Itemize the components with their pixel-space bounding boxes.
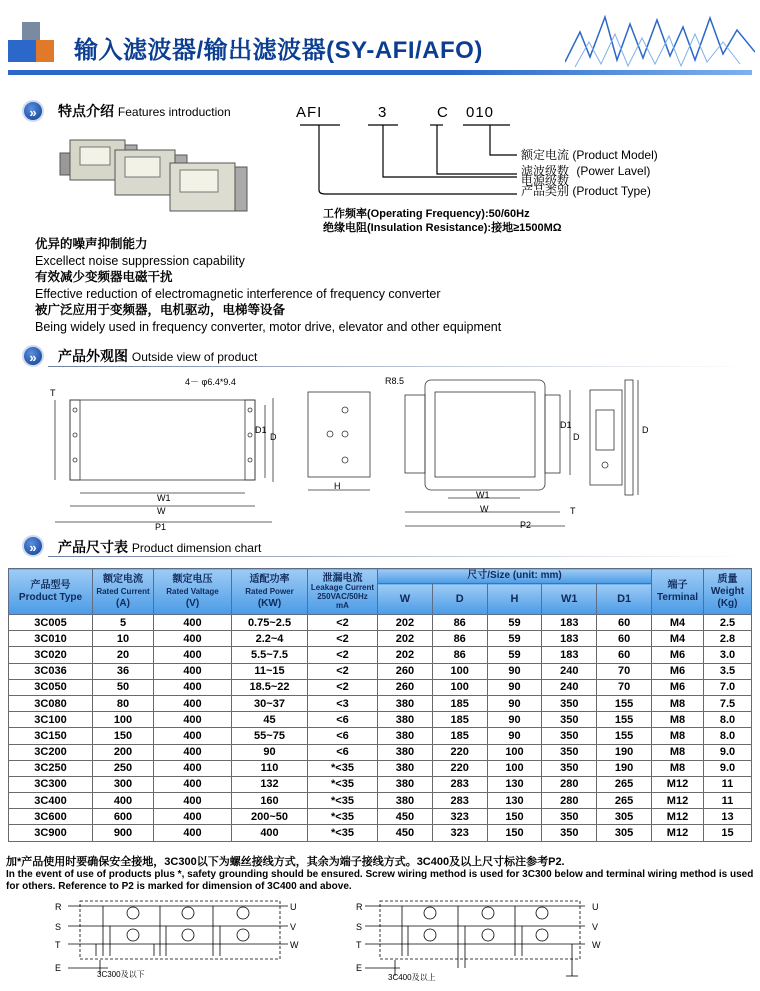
table-cell: 3C080: [9, 695, 93, 711]
table-cell: 100: [93, 712, 154, 728]
table-cell: 90: [487, 695, 542, 711]
table-cell: 3C150: [9, 728, 93, 744]
table-cell: 400: [154, 825, 232, 841]
decorative-waveform: [565, 12, 755, 72]
table-cell: 59: [487, 615, 542, 631]
table-cell: *<35: [308, 776, 378, 792]
table-cell: 150: [487, 809, 542, 825]
product-photo: [55, 125, 255, 225]
table-cell: M12: [652, 825, 704, 841]
table-row: [9, 679, 752, 695]
table-cell: 380: [378, 793, 433, 809]
table-cell: M12: [652, 793, 704, 809]
model-code-level: 3: [378, 104, 388, 121]
wire-label-s: S: [55, 922, 62, 932]
table-cell: 380: [378, 744, 433, 760]
wiring-caption-right: 3C400及以上: [388, 973, 436, 982]
table-cell: 323: [432, 809, 487, 825]
wire-label-u: U: [290, 902, 297, 912]
table-cell: 400: [154, 776, 232, 792]
table-cell: 400: [154, 760, 232, 776]
table-cell: 70: [597, 679, 652, 695]
table-cell: 185: [432, 695, 487, 711]
table-cell: 400: [154, 744, 232, 760]
table-cell: 59: [487, 631, 542, 647]
table-cell: 305: [597, 825, 652, 841]
section-arrow-icon: »: [22, 100, 44, 122]
table-cell: 280: [542, 793, 597, 809]
table-cell: 260: [378, 663, 433, 679]
col-power: 适配功率 Rated Power (KW): [232, 569, 308, 615]
brand-logo: [8, 22, 58, 66]
table-cell: 400: [154, 647, 232, 663]
dim-label-w1: W1: [157, 493, 171, 503]
table-cell: 240: [542, 663, 597, 679]
table-cell: 450: [378, 809, 433, 825]
wire-label-r: R: [55, 902, 62, 912]
table-cell: 183: [542, 647, 597, 663]
table-cell: 8.0: [704, 728, 752, 744]
table-cell: 185: [432, 728, 487, 744]
table-cell: 900: [93, 825, 154, 841]
table-cell: 202: [378, 631, 433, 647]
table-cell: 45: [232, 712, 308, 728]
table-row: [9, 663, 752, 679]
table-cell: 9.0: [704, 744, 752, 760]
table-cell: <2: [308, 631, 378, 647]
table-cell: M8: [652, 760, 704, 776]
table-cell: 380: [378, 728, 433, 744]
table-cell: *<35: [308, 760, 378, 776]
table-cell: M4: [652, 631, 704, 647]
table-cell: 600: [93, 809, 154, 825]
table-cell: 190: [597, 744, 652, 760]
table-cell: 265: [597, 776, 652, 792]
table-cell: M12: [652, 809, 704, 825]
table-cell: 7.0: [704, 679, 752, 695]
table-cell: 380: [378, 760, 433, 776]
table-cell: 155: [597, 695, 652, 711]
table-cell: 283: [432, 776, 487, 792]
table-cell: 3.5: [704, 663, 752, 679]
col-w: W: [378, 584, 433, 615]
table-cell: 130: [487, 793, 542, 809]
table-cell: 36: [93, 663, 154, 679]
table-cell: 11: [704, 793, 752, 809]
table-cell: 400: [154, 712, 232, 728]
table-cell: <2: [308, 615, 378, 631]
table-row: [9, 631, 752, 647]
col-voltage: 额定电压 Rated Valtage (V): [154, 569, 232, 615]
table-cell: 7.5: [704, 695, 752, 711]
col-weight: 质量 Weight (Kg): [704, 569, 752, 615]
table-cell: 18.5~22: [232, 679, 308, 695]
table-cell: 11~15: [232, 663, 308, 679]
table-cell: 3C300: [9, 776, 93, 792]
table-cell: 55~75: [232, 728, 308, 744]
table-cell: 280: [542, 776, 597, 792]
dim-label-w: W: [157, 506, 166, 516]
wire-label-v: V: [290, 922, 297, 932]
table-cell: 60: [597, 631, 652, 647]
dim-label-h: H: [334, 481, 341, 491]
wire-label-t2: T: [356, 940, 362, 950]
dim-label-p2: P2: [520, 520, 532, 530]
table-cell: 110: [232, 760, 308, 776]
table-cell: 60: [597, 615, 652, 631]
table-cell: 150: [487, 825, 542, 841]
table-cell: 90: [487, 679, 542, 695]
table-row: [9, 809, 752, 825]
table-cell: M8: [652, 728, 704, 744]
table-cell: 160: [232, 793, 308, 809]
dim-label-p1: P1: [155, 522, 167, 532]
table-row: [9, 647, 752, 663]
table-cell: 70: [597, 663, 652, 679]
table-cell: 350: [542, 728, 597, 744]
col-leakage: 泄漏电流 Leakage Current 250VAC/50Hz mA: [308, 569, 378, 615]
table-cell: 15: [704, 825, 752, 841]
table-cell: 155: [597, 712, 652, 728]
insulation-resistance: 绝缘电阻(Insulation Resistance):接地≥1500MΩ: [323, 222, 562, 234]
model-code-current: 010: [466, 104, 495, 121]
table-cell: 220: [432, 760, 487, 776]
table-cell: <2: [308, 679, 378, 695]
table-cell: 86: [432, 631, 487, 647]
section-divider: [48, 366, 748, 367]
table-cell: 260: [378, 679, 433, 695]
dim-label-d2: D: [642, 425, 649, 435]
table-row: [9, 793, 752, 809]
table-cell: <6: [308, 712, 378, 728]
table-cell: 400: [154, 663, 232, 679]
table-cell: 3C036: [9, 663, 93, 679]
table-cell: 8.0: [704, 712, 752, 728]
table-cell: *<35: [308, 793, 378, 809]
wire-label-e2: E: [356, 963, 363, 973]
table-cell: 50: [93, 679, 154, 695]
table-cell: 3.0: [704, 647, 752, 663]
wire-label-s2: S: [356, 922, 363, 932]
table-cell: 2.8: [704, 631, 752, 647]
table-cell: 350: [542, 744, 597, 760]
col-h: H: [487, 584, 542, 615]
table-cell: M4: [652, 615, 704, 631]
table-cell: 190: [597, 760, 652, 776]
table-row: [9, 776, 752, 792]
wire-label-t: T: [55, 940, 61, 950]
model-code-type: C: [437, 104, 449, 121]
section-arrow-icon: »: [22, 535, 44, 557]
table-cell: 3C100: [9, 712, 93, 728]
col-model: 产品型号 Product Type: [9, 569, 93, 615]
col-size: 尺寸/Size (unit: mm): [378, 569, 652, 584]
dim-label-d: D: [270, 432, 277, 442]
table-cell: 265: [597, 793, 652, 809]
col-d: D: [432, 584, 487, 615]
table-cell: 60: [597, 647, 652, 663]
table-cell: <6: [308, 744, 378, 760]
table-cell: 400: [232, 825, 308, 841]
dim-label-r: R8.5: [385, 376, 405, 386]
page-title: 输入滤波器/输出滤波器(SY-AFI/AFO): [74, 37, 483, 64]
table-cell: 283: [432, 793, 487, 809]
wire-label-v2: V: [592, 922, 599, 932]
table-cell: 3C600: [9, 809, 93, 825]
dim-label-t: T: [50, 388, 56, 398]
table-cell: <2: [308, 647, 378, 663]
table-cell: M6: [652, 663, 704, 679]
table-cell: 400: [154, 631, 232, 647]
table-row: [9, 760, 752, 776]
table-cell: 220: [432, 744, 487, 760]
table-cell: 155: [597, 728, 652, 744]
section-divider: [48, 556, 748, 557]
table-cell: 200: [93, 744, 154, 760]
table-cell: 90: [487, 712, 542, 728]
col-current: 额定电流 Rated Current (A): [93, 569, 154, 615]
table-cell: 350: [542, 712, 597, 728]
table-cell: 86: [432, 615, 487, 631]
outside-heading: 产品外观图 Outside view of product: [58, 348, 258, 364]
hole-label: 4－ φ6.4*9.4: [185, 377, 236, 387]
table-cell: 100: [432, 663, 487, 679]
wiring-caption-left: 3C300及以下: [97, 970, 145, 979]
table-cell: 350: [542, 695, 597, 711]
table-cell: 5.5~7.5: [232, 647, 308, 663]
section-arrow-icon: »: [22, 345, 44, 367]
table-cell: 3C400: [9, 793, 93, 809]
dim-label-d1b: D1: [560, 420, 572, 430]
dim-label-d1: D1: [255, 425, 267, 435]
table-cell: 90: [487, 663, 542, 679]
dimension-table: [8, 568, 752, 842]
table-cell: M12: [652, 776, 704, 792]
table-cell: 350: [542, 760, 597, 776]
operating-frequency: 工作频率(Operating Frequency):50/60Hz: [323, 208, 530, 220]
model-code-afi: AFI: [296, 104, 323, 121]
table-cell: 3C900: [9, 825, 93, 841]
table-cell: 323: [432, 825, 487, 841]
model-code-brackets: [295, 122, 525, 197]
table-cell: 9.0: [704, 760, 752, 776]
table-cell: 380: [378, 712, 433, 728]
table-cell: M6: [652, 679, 704, 695]
table-cell: 150: [93, 728, 154, 744]
table-cell: 200~50: [232, 809, 308, 825]
table-cell: 240: [542, 679, 597, 695]
table-cell: 130: [487, 776, 542, 792]
table-cell: 183: [542, 615, 597, 631]
table-row: [9, 825, 752, 841]
table-cell: 90: [232, 744, 308, 760]
col-d1: D1: [597, 584, 652, 615]
table-cell: *<35: [308, 809, 378, 825]
dim-label-tb: T: [570, 506, 576, 516]
table-cell: <2: [308, 663, 378, 679]
table-cell: M6: [652, 647, 704, 663]
table-cell: 250: [93, 760, 154, 776]
outline-drawing: [40, 370, 760, 540]
table-cell: 185: [432, 712, 487, 728]
table-cell: 10: [93, 631, 154, 647]
wire-label-w: W: [290, 940, 299, 950]
table-cell: 132: [232, 776, 308, 792]
dim-label-wb: W: [480, 504, 489, 514]
col-terminal: 端子 Terminal: [652, 569, 704, 615]
notes: 加*产品使用时要确保安全接地，3C300以下为螺丝接线方式，其余为端子接线方式。3C400及以上尺寸标注参考P2. In the event of use of products plus *, safety grounding should be ensured. Screw wiring method is used for 3C300 below and terminal wiring method is used for others. Reference to P2 is marked for dimension of 3C400 and above.: [6, 856, 754, 892]
table-cell: 350: [542, 809, 597, 825]
table-cell: 202: [378, 615, 433, 631]
wire-label-r2: R: [356, 902, 363, 912]
table-cell: 59: [487, 647, 542, 663]
table-cell: 3C005: [9, 615, 93, 631]
table-cell: 183: [542, 631, 597, 647]
table-row: [9, 712, 752, 728]
table-cell: 305: [597, 809, 652, 825]
table-cell: 3C010: [9, 631, 93, 647]
table-cell: 380: [378, 695, 433, 711]
table-cell: 2.5: [704, 615, 752, 631]
table-cell: 400: [154, 615, 232, 631]
table-cell: 90: [487, 728, 542, 744]
table-row: [9, 728, 752, 744]
table-cell: 400: [154, 695, 232, 711]
table-cell: 3C050: [9, 679, 93, 695]
table-cell: 86: [432, 647, 487, 663]
table-cell: 450: [378, 825, 433, 841]
features-heading: 特点介绍 Features introduction: [58, 103, 231, 119]
wire-label-w2: W: [592, 940, 601, 950]
table-cell: 30~37: [232, 695, 308, 711]
table-cell: 400: [154, 793, 232, 809]
table-cell: 400: [154, 728, 232, 744]
table-row: [9, 744, 752, 760]
table-cell: 3C250: [9, 760, 93, 776]
table-cell: 13: [704, 809, 752, 825]
table-cell: 202: [378, 647, 433, 663]
table-cell: 80: [93, 695, 154, 711]
table-row: [9, 615, 752, 631]
dim-label-db: D: [573, 432, 580, 442]
table-cell: 100: [487, 744, 542, 760]
table-cell: M8: [652, 744, 704, 760]
table-cell: *<35: [308, 825, 378, 841]
table-cell: <3: [308, 695, 378, 711]
table-cell: 5: [93, 615, 154, 631]
col-w1: W1: [542, 584, 597, 615]
table-cell: 3C200: [9, 744, 93, 760]
table-cell: 100: [432, 679, 487, 695]
header-divider: [8, 70, 752, 75]
wire-label-u2: U: [592, 902, 599, 912]
table-cell: 0.75~2.5: [232, 615, 308, 631]
table-cell: 350: [542, 825, 597, 841]
table-cell: 2.2~4: [232, 631, 308, 647]
dimension-heading: 产品尺寸表 Product dimension chart: [58, 539, 262, 555]
table-cell: M8: [652, 712, 704, 728]
table-cell: 20: [93, 647, 154, 663]
table-cell: 400: [93, 793, 154, 809]
table-cell: <6: [308, 728, 378, 744]
table-cell: 380: [378, 776, 433, 792]
table-cell: 400: [154, 809, 232, 825]
table-cell: 300: [93, 776, 154, 792]
wire-label-e: E: [55, 963, 62, 973]
table-cell: 100: [487, 760, 542, 776]
table-cell: 11: [704, 776, 752, 792]
table-cell: 400: [154, 679, 232, 695]
dim-label-w1b: W1: [476, 490, 490, 500]
table-cell: 3C020: [9, 647, 93, 663]
table-cell: M8: [652, 695, 704, 711]
wiring-diagram-left: [48, 898, 308, 986]
model-legend: 额定电流 (Product Model) 滤波级数 (Power Lavel) 电源级数 产品类别 (Product Type): [521, 148, 658, 198]
features-list: 优异的噪声抑制能力 Excellect noise suppression capability 有效减少变频器电磁干扰 Effective reduction of electromagnetic interference of frequency converter 被广泛应用于变频器，电机驱动，电梯等设备 Being widely used in frequency converter, motor drive, elevator and other equipment: [35, 237, 502, 334]
table-row: [9, 695, 752, 711]
